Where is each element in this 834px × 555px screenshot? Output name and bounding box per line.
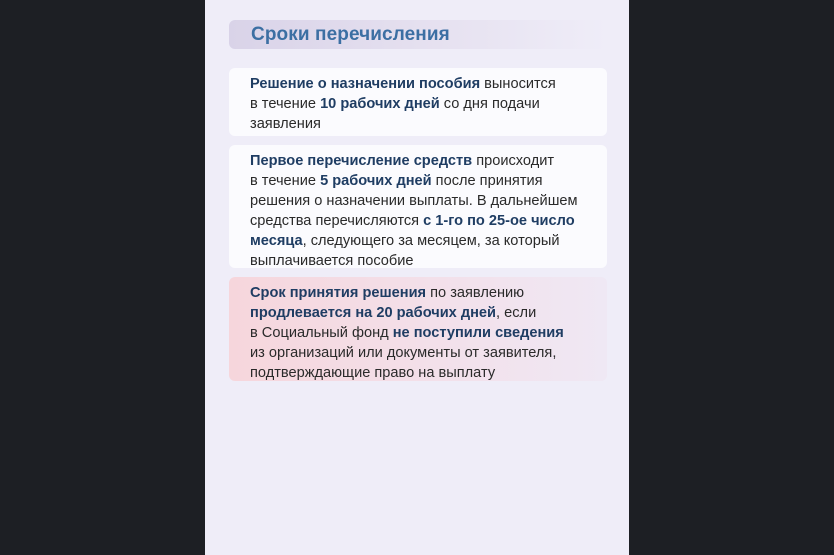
body-text: , следующего за месяцем, за который выплачивается пособие [250, 233, 560, 269]
highlighted-text: Первое перечисление средств [250, 153, 473, 169]
highlighted-text: не поступили сведения [392, 325, 564, 341]
content-page [205, 0, 629, 555]
highlighted-text: 10 рабочих дней [320, 96, 440, 112]
highlighted-text: с 1-го по 25-ое число месяца [250, 213, 575, 249]
section-title: Сроки перечисления [251, 24, 450, 45]
info-card-extension [229, 277, 607, 381]
highlighted-text: Срок принятия решения [250, 285, 427, 301]
body-text: выносится в течение [250, 76, 556, 112]
highlighted-text: продлевается на 20 рабочих дней [250, 305, 497, 321]
info-card-decision [229, 68, 607, 136]
body-text: по заявлению [426, 285, 525, 301]
body-text: , если в Социальный фонд [250, 305, 537, 341]
body-text: после принятия решения о назначении выплаты. В дальнейшем средства перечисляются [250, 173, 578, 229]
highlighted-text: 5 рабочих дней [320, 173, 432, 189]
body-text: происходит в течение [250, 153, 555, 189]
section-heading [229, 20, 607, 49]
info-card-first-payment [229, 145, 607, 268]
body-text: из организаций или документы от заявителя, подтверждающие право на выплату [250, 345, 557, 381]
highlighted-text: Решение о назначении пособия [250, 76, 481, 92]
body-text: со дня подачи заявления [250, 96, 540, 132]
